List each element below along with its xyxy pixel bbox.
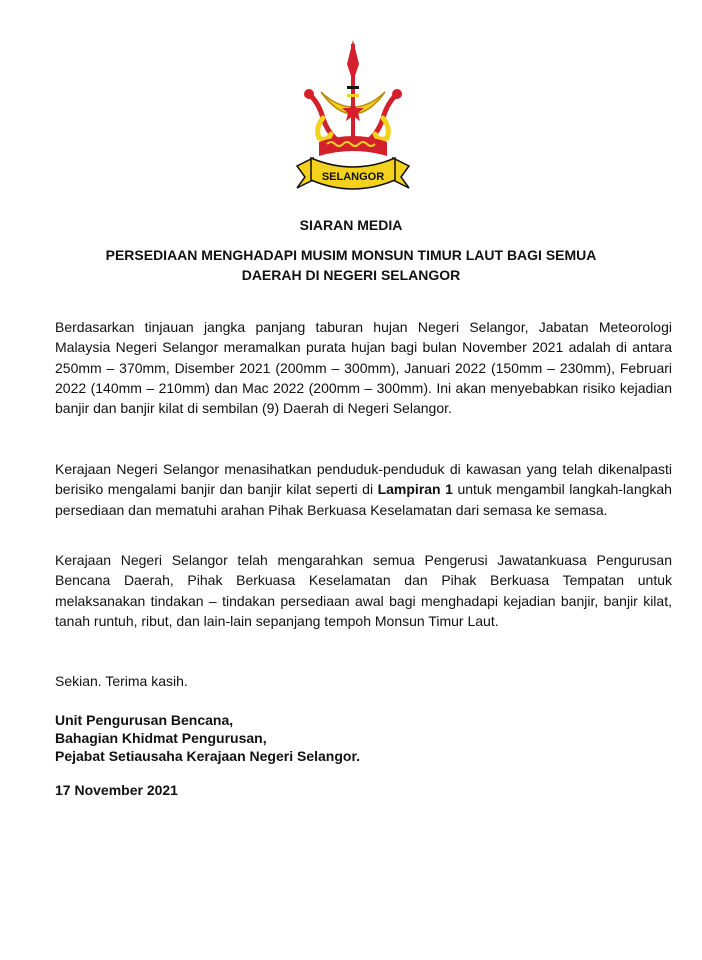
body-paragraph-3: Kerajaan Negeri Selangor telah mengarahkan semua Pengerusi Jawatankuasa Pengurusan Bencana Daerah, Pihak Berkuasa Keselamatan dan Pihak Berkuasa Tempatan untuk melaksanakan tindakan – tindakan persediaan awal bagi menghadapi kejadian banjir, banjir kilat, tanah runtuh, ribut, dan lain-lain sepanjang tempoh Monsun Timur Laut. (55, 552, 672, 629)
release-date: 17 November 2021 (55, 782, 178, 798)
paragraph-2-text-start: Kerajaan Negeri Selangor menasihatkan penduduk-penduduk di kawasan yang telah dikenalpasti berisiko mengalami banjir dan banjir kilat seperti di (55, 461, 672, 498)
closing-line: Sekian. Terima kasih. (55, 673, 188, 689)
document-label: SIARAN MEDIA (299, 217, 403, 233)
document-title-line-2: DAERAH DI NEGERI SELANGOR (241, 267, 461, 283)
document-title-line-1: PERSEDIAAN MENGHADAPI MUSIM MONSUN TIMUR LAUT BAGI SEMUA (105, 247, 597, 263)
signature-office: Pejabat Setiausaha Kerajaan Negeri Selangor. (55, 748, 361, 764)
body-paragraph-1: Berdasarkan tinjauan jangka panjang taburan hujan Negeri Selangor, Jabatan Meteorologi Malaysia Negeri Selangor meramalkan purata hujan bagi bulan November 2021 adalah di antara 250mm – 370mm, Disember 2021 (200mm – 300mm), Januari 2022 (150mm – 230mm), Februari 2022 (140mm – 210mm) dan Mac 2022 (200mm – 300mm). Ini akan menyebabkan risiko kejadian banjir dan banjir kilat di sembilan (9) Daerah di Negeri Selangor. (55, 319, 672, 417)
signature-unit: Unit Pengurusan Bencana, (55, 712, 234, 728)
paragraph-2-text-end: untuk mengambil langkah-langkah persediaan dan mematuhi arahan Pihak Berkuasa Keselamatan dari semasa ke semasa. (55, 481, 672, 518)
crest-ribbon-text: SELANGOR (321, 171, 385, 183)
selangor-crest-logo (293, 38, 413, 196)
attachment-reference: Lampiran 1 (377, 481, 453, 498)
signature-division: Bahagian Khidmat Pengurusan, (55, 730, 267, 746)
body-paragraph-2 (55, 459, 672, 520)
